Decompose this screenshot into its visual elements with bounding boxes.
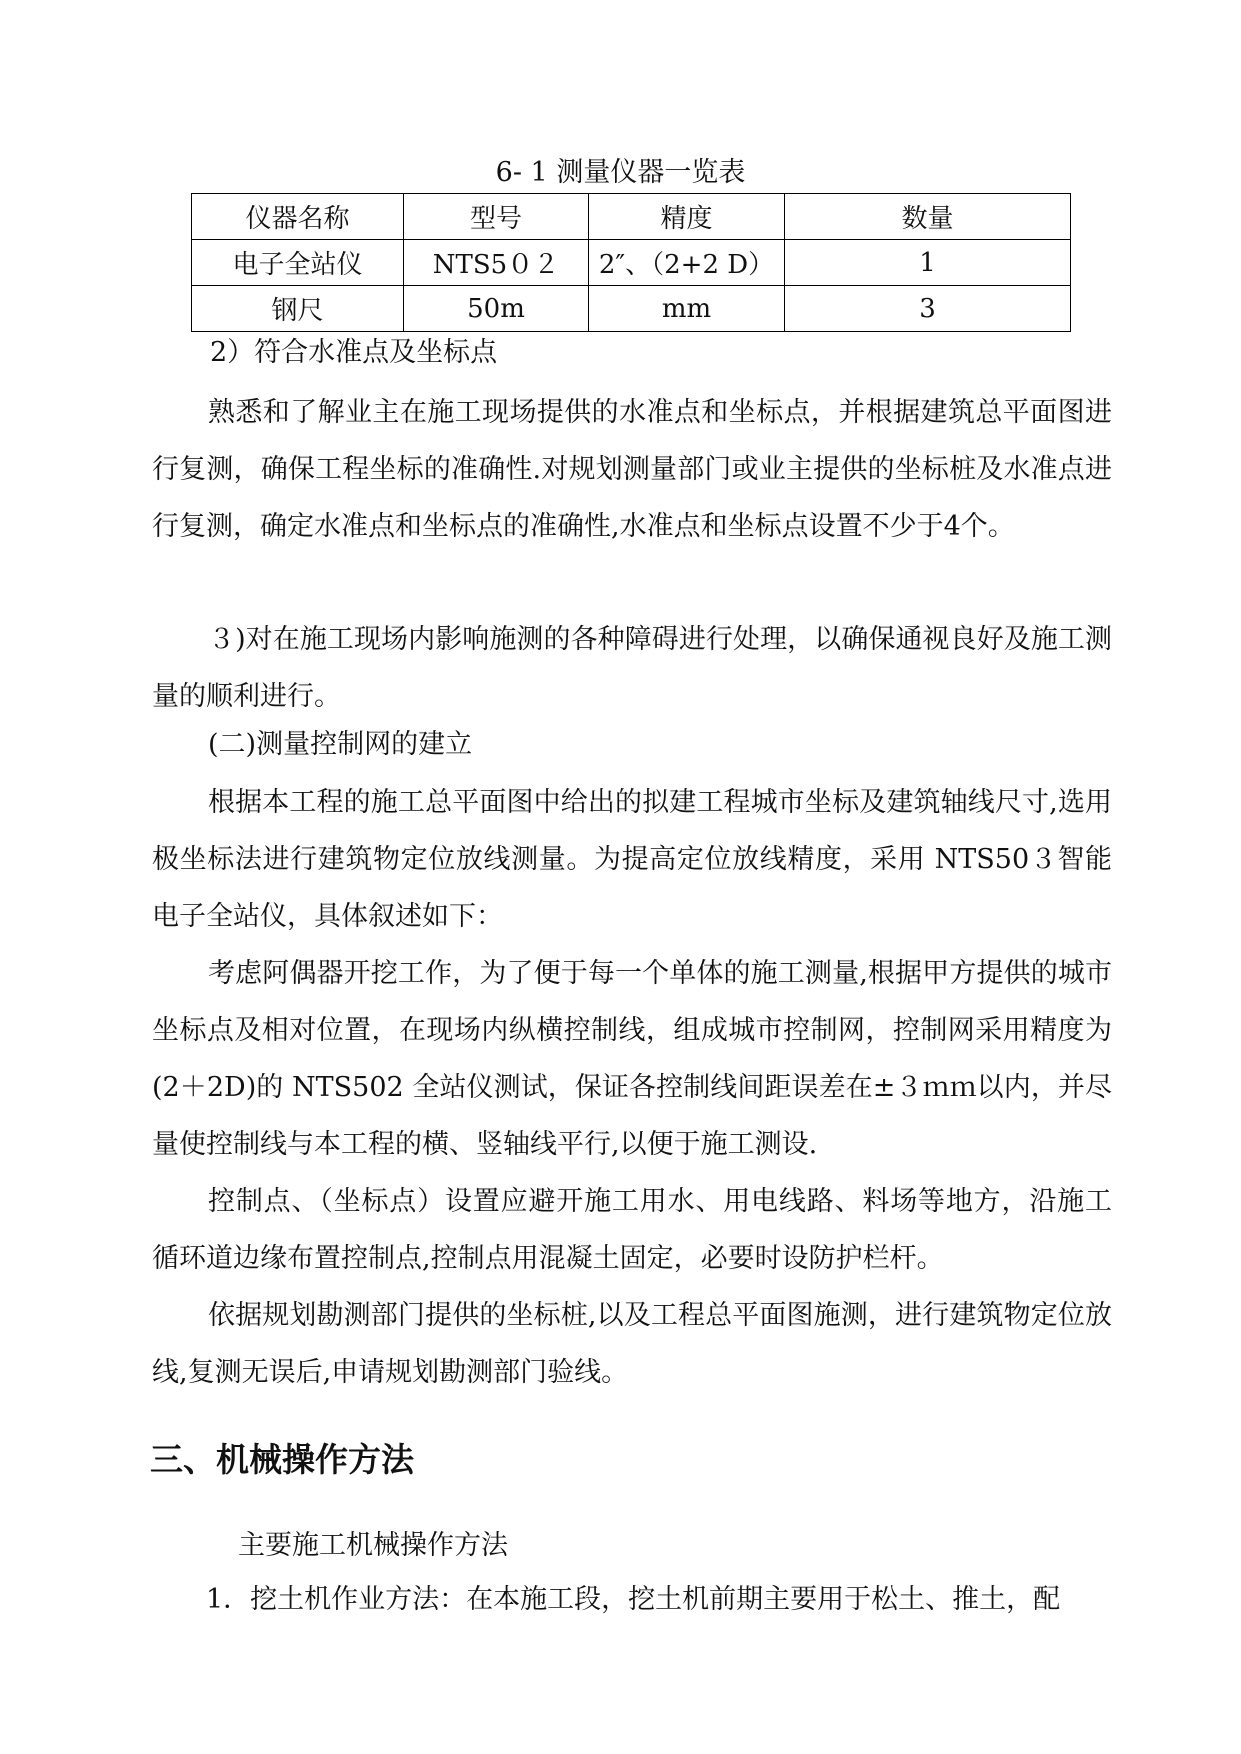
table-row — [192, 286, 1071, 332]
table-cell: mm — [589, 286, 785, 332]
table-cell: NTS5０２ — [404, 240, 589, 286]
table-row — [192, 240, 1071, 286]
table-cell: 50m — [404, 286, 589, 332]
table-header-cell: 型号 — [404, 194, 589, 240]
table-header-row — [192, 194, 1071, 240]
paragraph-obstacle-handling: ３)对在施工现场内影响施测的各种障碍进行处理，以确保通视良好及施工测量的顺利进行。 — [152, 624, 1112, 712]
paragraph-control-points: 控制点、（坐标点）设置应避开施工用水、用电线路、料场等地方，沿施工循环道边缘布置控制点,控制点用混凝土固定，必要时设防护栏杆。 — [152, 1186, 1112, 1274]
table-header-cell: 精度 — [589, 194, 785, 240]
table-cell: 1 — [785, 240, 1071, 286]
section-3-heading: 三、机械操作方法 — [150, 1440, 414, 1479]
table-cell: 电子全站仪 — [192, 240, 404, 286]
table-cell: 钢尺 — [192, 286, 404, 332]
table-header-cell: 仪器名称 — [192, 194, 404, 240]
instrument-table — [191, 193, 1071, 332]
section-3-subheading: 主要施工机械操作方法 — [238, 1530, 508, 1561]
control-network-title: (二)测量控制网的建立 — [208, 729, 473, 760]
list-item-excavator: 1．挖土机作业方法：在本施工段，挖土机前期主要用于松土、推土，配 — [206, 1584, 1061, 1615]
paragraph-layout-verification: 依据规划勘测部门提供的坐标桩,以及工程总平面图施测，进行建筑物定位放线,复测无误后,申请规划勘测部门验线。 — [152, 1300, 1112, 1388]
table-cell: 3 — [785, 286, 1071, 332]
paragraph-positioning-method: 根据本工程的施工总平面图中给出的拟建工程城市坐标及建筑轴线尺寸,选用极坐标法进行建筑物定位放线测量。为提高定位放线精度，采用 NTS50３智能电子全站仪，具体叙述如下： — [152, 787, 1112, 932]
table-header-cell: 数量 — [785, 194, 1071, 240]
section-2-title: 2）符合水准点及坐标点 — [210, 337, 498, 368]
table-cell: 2″、（2+2 D） — [589, 240, 785, 286]
table-caption: 6- 1 测量仪器一览表 — [495, 157, 746, 188]
paragraph-control-lines: 考虑阿偶器开挖工作，为了便于每一个单体的施工测量,根据甲方提供的城市坐标点及相对位置，在现场内纵横控制线，组成城市控制网，控制网采用精度为(2＋2D)的 NTS502 全站仪测试，保证各控制线间距误差在±３ｍｍ以内，并尽量使控制线与本工程的横、竖轴线平行,以便于施工测设. — [152, 958, 1112, 1160]
paragraph-benchmark-review: 熟悉和了解业主在施工现场提供的水准点和坐标点，并根据建筑总平面图进行复测，确保工程坐标的准确性.对规划测量部门或业主提供的坐标桩及水准点进行复测，确定水准点和坐标点的准确性,水准点和坐标点设置不少于4个。 — [152, 397, 1112, 542]
